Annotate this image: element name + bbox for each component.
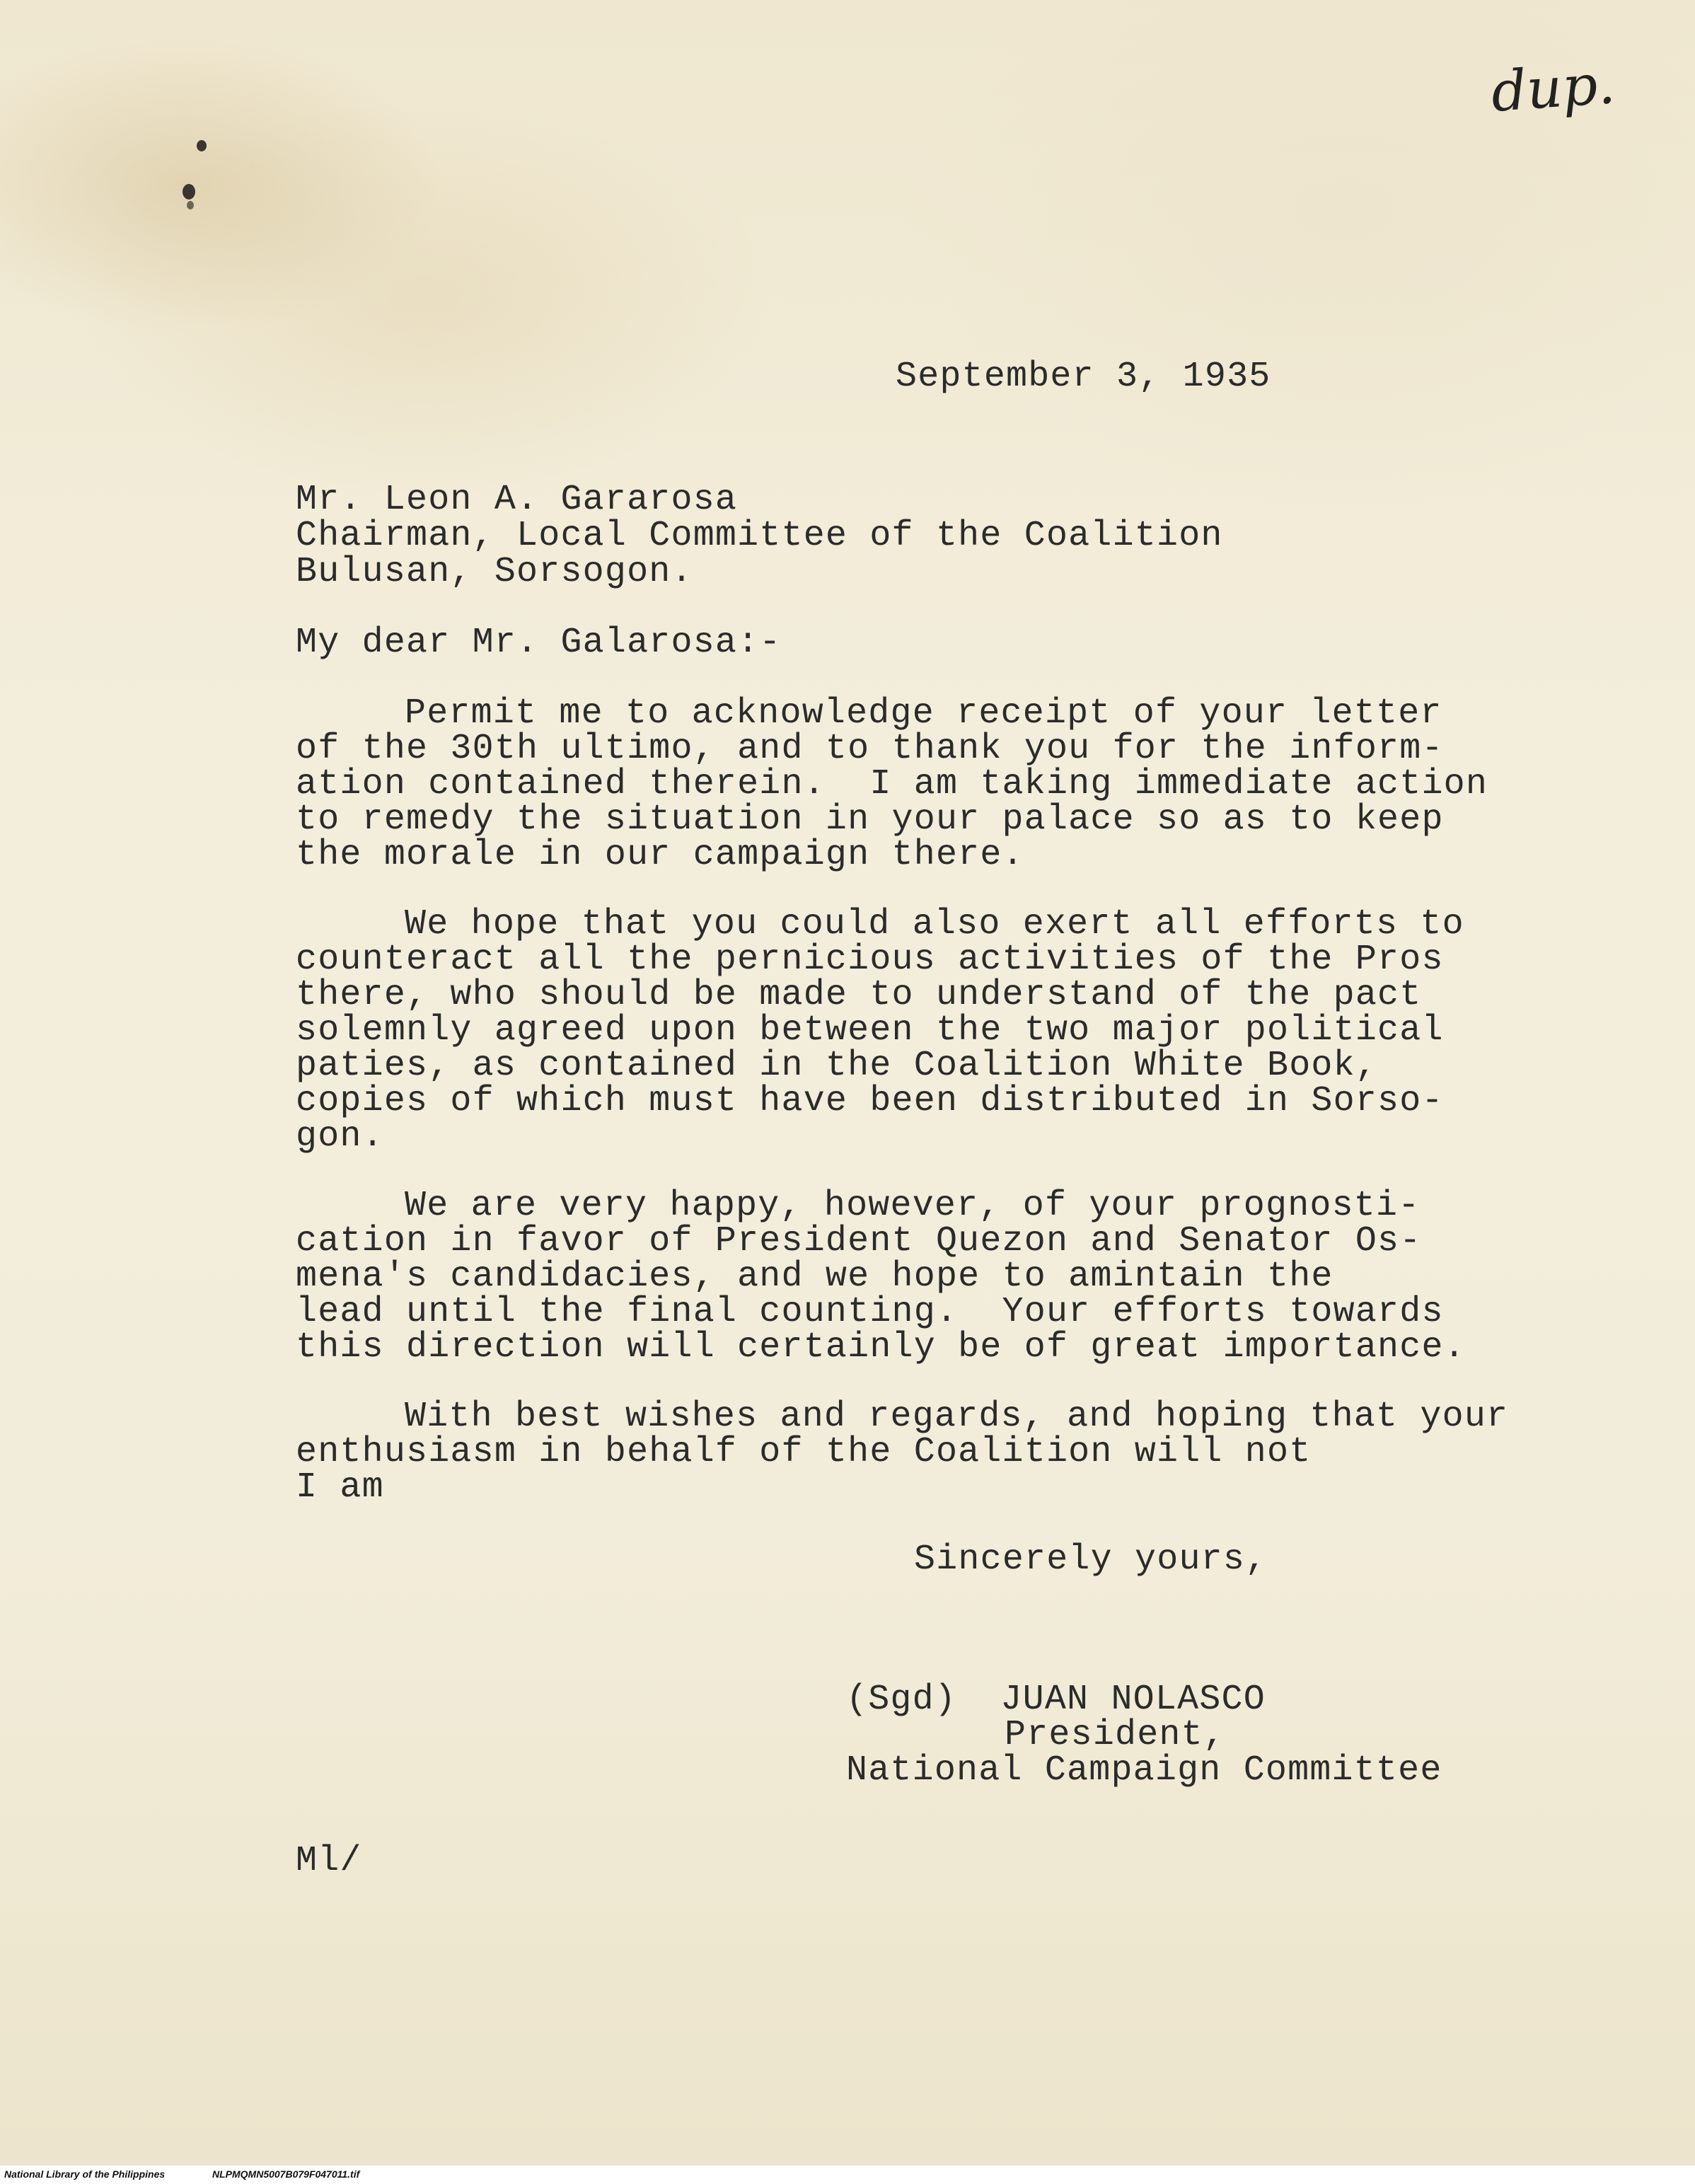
closing: Sincerely yours, [914,1539,1268,1580]
body-line: counteract all the pernicious activities of the Pros [296,940,1444,980]
body-line: the morale in our campaign there. [296,835,1024,875]
body-line: cation in favor of President Quezon and Senator Os- [296,1221,1422,1261]
letter-date: September 3, 1935 [896,357,1271,397]
body-line: mena's candidacies, and we hope to amintain the [296,1256,1334,1297]
body-line: gon. [296,1116,384,1157]
body-line: I am [296,1467,384,1508]
body-line: Permit me to acknowledge receipt of your letter [405,693,1442,734]
signature-line: (Sgd) JUAN NOLASCO [846,1680,1266,1720]
ink-stain [187,201,194,209]
ink-stain [183,184,195,200]
address-line: Mr. Leon A. Gararosa [296,480,738,520]
body-line: to remedy the situation in your palace so as to keep [296,799,1444,840]
body-line: this direction will certainly be of great importance. [296,1327,1466,1368]
typist-initials: Ml/ [296,1841,362,1881]
footer-library: National Library of the Philippines [4,2168,166,2180]
body-line: of the 30th ultimo, and to thank you for the inform- [296,729,1444,769]
salutation: My dear Mr. Galarosa:- [296,623,782,663]
handwritten-note: dup. [1489,52,1617,125]
body-line: With best wishes and regards, and hoping that your [405,1397,1509,1437]
signature-organization: National Campaign Committee [846,1750,1442,1791]
signature-title: President, [1005,1715,1226,1755]
body-line: lead until the final counting. Your efforts towards [296,1292,1444,1332]
body-line: We hope that you could also exert all efforts to [405,904,1464,944]
body-line: paties, as contained in the Coalition White Book, [296,1046,1378,1086]
address-line: Chairman, Local Committee of the Coalition [296,516,1223,556]
body-line: copies of which must have been distributed in Sorso- [296,1081,1444,1121]
footer-filename: NLPMQMN5007B079F047011.tif [212,2168,360,2180]
address-line: Bulusan, Sorsogon. [296,552,693,592]
body-line: there, who should be made to understand of the pact [296,975,1422,1015]
body-line: enthusiasm in behalf of the Coalition will not [296,1432,1312,1472]
ink-stain [197,140,207,151]
body-line: solemnly agreed upon between the two major political [296,1010,1444,1051]
scan-footer [0,2166,1695,2184]
body-line: ation contained therein. I am taking immediate action [296,764,1488,804]
body-line: We are very happy, however, of your prognosti- [405,1186,1421,1226]
